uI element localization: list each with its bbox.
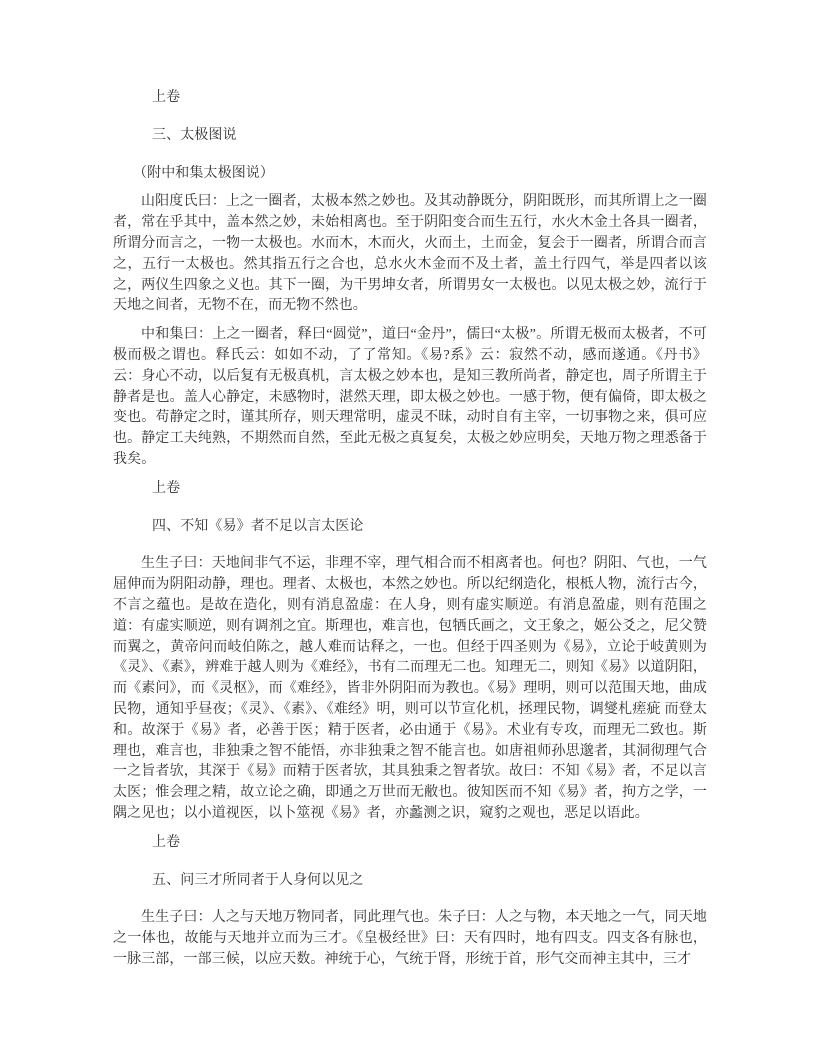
paragraph-shanyang-dushi: 山阳度氏曰：上之一圈者，太极本然之妙也。及其动静既分，阴阳既形，而其所谓上之一圈者，常在乎其中，盖本然之妙，未始相离也。至于阴阳变合而生五行，水火木金土各具一圈者，所谓分而言之，一物一太极也。水而木，木而火，火而土，土而金，复会于一圈者，所谓合而言之，五行一太极也。然其指五行之合也，总水火木金而不及土者，盖土行四气，举是四者以该之，两仪生四象之义也。其下一圈，为干男坤女者，所谓男女一太极也。以见太极之妙，流行于天地之间者，无物不在，而无物不然也。 (113, 194, 707, 314)
volume-label: 上卷 (152, 90, 181, 105)
chapter-title-buzhiyi: 四、不知《易》者不足以言太医论 (152, 518, 364, 534)
chapter-title-sancai: 五、问三才所同者于人身何以见之 (152, 872, 364, 888)
paragraph-shengshengzi-2: 生生子曰：人之与天地万物同者，同此理气也。朱子曰：人之与物，本天地之一气，同天地之一体也，故能与天地并立而为三才。《皇极经世》曰：天有四时，地有四支。四支各有脉也，一脉三部，一部三候，以应天数。神统于心，气统于肾，形统于首，形气交而神主其中，三才 (113, 910, 707, 967)
volume-label: 上卷 (152, 480, 181, 496)
page-text-column (113, 88, 707, 979)
chapter-title-taijitushuo: 三、太极图说 (152, 127, 237, 143)
chapter-subtitle: （附中和集太极图说） (133, 165, 274, 181)
paragraph-zhongheji: 中和集曰：上之一圈者，释曰“圆觉”，道曰“金丹”，儒曰“太极”。所谓无极而太极者，不可极而极之谓也。释氏云：如如不动，了了常知。《易?系》云：寂然不动，感而遂通。《丹书》云：身心不动，以后复有无极真机，言太极之妙本也，是知三教所尚者，静定也，周子所谓主于静者是也。盖人心静定，未感物时，湛然天理，即太极之妙也。一感于物，便有偏倚，即太极之变也。苟静定之时，谨其所存，则天理常明，虚灵不昧，动时自有主宰，一切事物之来，俱可应也。静定工夫纯熟，不期然而自然，至此无极之真复矣，太极之妙应明矣，天地万物之理悉备于我矣。 (113, 327, 707, 467)
paragraph-shengshengzi-1: 生生子曰：天地间非气不运，非理不宰，理气相合而不相离者也。何也？阴阳、气也，一气屈伸而为阴阳动静，理也。理者、太极也，本然之妙也。所以纪纲造化，根柢人物，流行古今，不言之蕴也。是故在造化，则有消息盈虚：在人身，则有虚实顺逆。有消息盈虚，则有范围之道：有虚实顺逆，则有调剂之宜。斯理也，难言也，包牺氏画之，文王象之，姬公爻之，尼父赞而翼之，黄帝问而岐伯陈之，越人难而诂释之，一也。但经于四圣则为《易》，立论于岐黄则为《灵》、《素》，辨难于越人则为《难经》，书有二而理无二也。知理无二，则知《易》以道阴阳，而《素问》，而《灵枢》，而《难经》，皆非外阴阳而为教也。《易》理明，则可以范围天地，曲成民物，通知乎昼夜；《灵》、《素》、《难经》明，则可以节宣化机，拯理民物，调燮札瘥疵 而登太和。故深于《易》者，必善于医；精于医者，必由通于《易》。术业有专攻，而理无二致也。斯理也，难言也，非独秉之智不能悟，亦非独秉之智不能言也。如唐祖师孙思邈者，其洞彻理气合一之旨者欤，其深于《易》而精于医者欤，其具独秉之智者欤。故曰：不知《易》者，不足以言太医；惟会理之精，故立论之确，即通之万世而无敝也。彼知医而不知《易》者，拘方之学，一隅之见也；以小道视医，以卜筮视《易》者，亦蠡测之识，窥豹之观也，恶足以语此。 (113, 556, 707, 821)
volume-label: 上卷 (152, 834, 181, 850)
